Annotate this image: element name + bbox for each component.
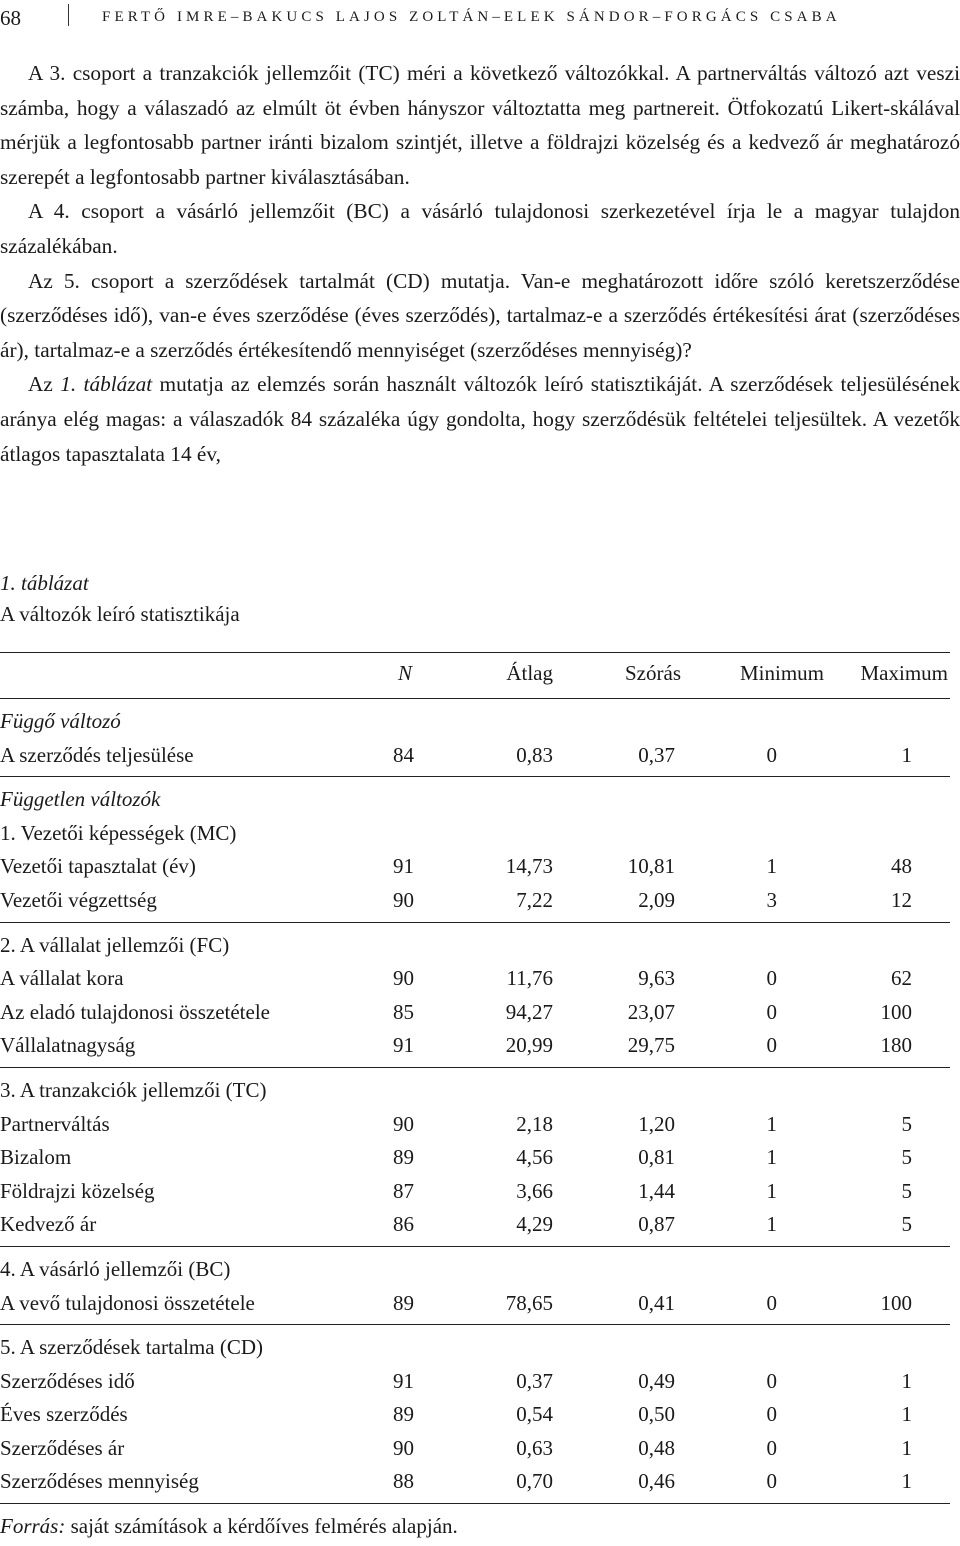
cell-mean: 0,54: [516, 1402, 553, 1427]
table-section-heading: Független változók: [0, 787, 161, 812]
table-header-row: [0, 652, 950, 694]
table-row: [0, 1141, 950, 1175]
header-min: Minimum: [739, 661, 824, 685]
cell-min: 1: [766, 1178, 777, 1203]
cell-sd: 2,09: [638, 887, 675, 912]
cell-min: 0: [766, 1435, 777, 1460]
table-section-heading: 1. Vezetői képességek (MC): [0, 820, 237, 845]
cell-min: 0: [766, 966, 777, 991]
table-row: [0, 1029, 950, 1063]
table-divider: [0, 694, 950, 705]
table-row: [0, 1365, 950, 1399]
cell-sd: 0,87: [638, 1212, 675, 1237]
table-section-heading: 3. A tranzakciók jellemzői (TC): [0, 1077, 267, 1102]
cell-max: 48: [891, 854, 912, 879]
table-reference: 1. táblázat: [60, 372, 153, 397]
header-mean: Átlag: [506, 661, 553, 685]
row-label: Vállalatnagyság: [0, 1033, 136, 1058]
cell-sd: 23,07: [627, 999, 675, 1024]
cell-mean: 14,73: [505, 854, 553, 879]
table-section-heading: Függő változó: [0, 709, 121, 733]
cell-mean: 0,83: [516, 742, 553, 767]
cell-n: 89: [393, 1145, 414, 1170]
cell-max: 5: [901, 1212, 912, 1237]
table-row: [0, 1465, 950, 1499]
table-divider: [0, 1242, 950, 1253]
cell-sd: 10,81: [627, 854, 675, 879]
cell-mean: 94,27: [505, 999, 553, 1024]
cell-min: 0: [766, 1469, 777, 1494]
cell-min: 0: [766, 1033, 777, 1058]
table-divider: [0, 772, 950, 783]
table-row: [0, 739, 950, 773]
table-divider: [0, 1063, 950, 1074]
cell-n: 90: [393, 966, 414, 991]
cell-sd: 0,48: [638, 1435, 675, 1460]
table-row: [0, 850, 950, 884]
table-row: [0, 1175, 950, 1209]
cell-n: 84: [393, 742, 414, 767]
cell-max: 1: [901, 1402, 912, 1427]
cell-mean: 11,76: [506, 966, 553, 991]
cell-max: 5: [901, 1111, 912, 1136]
table-section-heading: 5. A szerződések tartalma (CD): [0, 1335, 263, 1360]
table-section-heading: 2. A vállalat jellemzői (FC): [0, 932, 230, 957]
table-row: [0, 1208, 950, 1242]
row-label: Kedvező ár: [0, 1212, 97, 1237]
cell-sd: 0,41: [638, 1290, 675, 1315]
paragraph: Az 5. csoport a szerződések tartalmát (CD) mutatja. Van-e meghatározott időre szóló keretszerződése (szerződéses idő), van-e éves szerződése (éves szerződés), tartalmaz-e a szerződés értékesítési árat (szerződéses ár), tartalmaz-e a szerződés értékesítendő mennyiséget (szerződéses mennyiség)?: [0, 268, 960, 362]
cell-mean: 2,18: [516, 1111, 553, 1136]
cell-min: 1: [766, 1212, 777, 1237]
row-label: Szerződéses mennyiség: [0, 1469, 199, 1494]
cell-mean: 0,70: [516, 1469, 553, 1494]
cell-n: 85: [393, 999, 414, 1024]
cell-sd: 0,49: [638, 1368, 675, 1393]
cell-sd: 9,63: [638, 966, 675, 991]
header-n: N: [397, 661, 412, 685]
cell-mean: 78,65: [505, 1290, 553, 1315]
cell-sd: 0,46: [638, 1469, 675, 1494]
cell-min: 1: [766, 1111, 777, 1136]
cell-min: 1: [766, 1145, 777, 1170]
cell-min: 0: [766, 1290, 777, 1315]
cell-n: 86: [393, 1212, 414, 1237]
paragraph-prefix: Az: [28, 372, 61, 397]
cell-n: 90: [393, 1111, 414, 1136]
header-sd: Szórás: [625, 661, 681, 685]
cell-mean: 4,56: [516, 1145, 553, 1170]
row-label: Az eladó tulajdonosi összetétele: [0, 999, 270, 1024]
cell-sd: 0,50: [638, 1402, 675, 1427]
table-row: [0, 1287, 950, 1321]
table-section-heading: 4. A vásárló jellemzői (BC): [0, 1256, 231, 1281]
paragraph-suffix: mutatja az elemzés során használt változók leíró statisztikáját. A szerződések teljesülésének aránya elég magas: a válaszadók 84 százaléka úgy gondolta, hogy szerződésük feltételei teljesültek. A vezetők átlagos tapasztalata 14 év,: [0, 372, 960, 466]
table-row: [0, 1108, 950, 1142]
cell-max: 12: [891, 887, 912, 912]
cell-n: 88: [393, 1469, 414, 1494]
cell-min: 0: [766, 1402, 777, 1427]
row-label: A vevő tulajdonosi összetétele: [0, 1290, 255, 1315]
table-row: [0, 1398, 950, 1432]
row-label: Szerződéses idő: [0, 1368, 135, 1393]
cell-min: 0: [766, 1368, 777, 1393]
cell-max: 5: [901, 1178, 912, 1203]
cell-max: 180: [880, 1033, 912, 1058]
cell-min: 3: [766, 887, 777, 912]
table-row: [0, 884, 950, 918]
cell-n: 90: [393, 1435, 414, 1460]
cell-n: 87: [393, 1178, 414, 1203]
body-text: [0, 56, 960, 471]
source-text: saját számítások a kérdőíves felmérés alapján.: [65, 1514, 458, 1538]
cell-n: 91: [393, 1368, 414, 1393]
cell-max: 1: [901, 1368, 912, 1393]
header-divider: [68, 4, 69, 26]
page-header: [0, 0, 960, 40]
cell-max: 62: [891, 966, 912, 991]
cell-n: 90: [393, 887, 414, 912]
table-row: [0, 962, 950, 996]
row-label: Szerződéses ár: [0, 1435, 125, 1460]
cell-mean: 0,63: [516, 1435, 553, 1460]
running-head: FERTŐ IMRE–BAKUCS LAJOS ZOLTÁN–ELEK SÁNDOR–FORGÁCS CSABA: [102, 9, 841, 25]
cell-n: 89: [393, 1402, 414, 1427]
table-row: [0, 996, 950, 1030]
table-divider: [0, 918, 950, 929]
row-label: Éves szerződés: [0, 1402, 128, 1427]
table-caption-title: A változók leíró statisztikája: [0, 602, 240, 626]
cell-mean: 0,37: [516, 1368, 553, 1393]
cell-min: 0: [766, 742, 777, 767]
cell-sd: 1,20: [638, 1111, 675, 1136]
cell-min: 1: [766, 854, 777, 879]
source-label: Forrás:: [0, 1514, 66, 1538]
header-max: Maximum: [860, 661, 948, 685]
cell-n: 89: [393, 1290, 414, 1315]
cell-sd: 0,81: [638, 1145, 675, 1170]
cell-n: 91: [393, 1033, 414, 1058]
cell-mean: 7,22: [516, 887, 553, 912]
cell-max: 100: [880, 1290, 912, 1315]
cell-sd: 1,44: [638, 1178, 675, 1203]
cell-max: 1: [901, 742, 912, 767]
cell-mean: 4,29: [516, 1212, 553, 1237]
paragraph: A 4. csoport a vásárló jellemzőit (BC) a vásárló tulajdonosi szerkezetével írja le a magyar tulajdon százalékában.: [0, 199, 960, 258]
cell-max: 1: [901, 1435, 912, 1460]
cell-max: 5: [901, 1145, 912, 1170]
statistics-table: [0, 652, 950, 1510]
cell-min: 0: [766, 999, 777, 1024]
table-bottom-rule: [0, 1499, 950, 1510]
cell-max: 1: [901, 1469, 912, 1494]
row-label: Földrajzi közelség: [0, 1178, 155, 1203]
row-label: A szerződés teljesülése: [0, 742, 194, 767]
cell-max: 100: [880, 999, 912, 1024]
cell-mean: 20,99: [505, 1033, 553, 1058]
row-label: Partnerváltás: [0, 1111, 110, 1136]
row-label: Bizalom: [0, 1145, 72, 1170]
row-label: Vezetői tapasztalat (év): [0, 854, 196, 879]
table-body: [0, 705, 950, 1510]
table-source-note: [0, 1514, 458, 1539]
cell-sd: 0,37: [638, 742, 675, 767]
table-divider: [0, 1320, 950, 1331]
paragraph: A 3. csoport a tranzakciók jellemzőit (TC) méri a következő változókkal. A partnerváltás változó azt veszi számba, hogy a válaszadó az elmúlt öt évben hányszor változtatta meg partnereit. Ötfokozatú Likert-skálával mérjük a legfontosabb partner iránti bizalom szintjét, illetve a földrajzi közelség és a kedvező ár meghatározó szerepét a legfontosabb partner kiválasztásában.: [0, 61, 960, 189]
page-number: 68: [0, 6, 21, 30]
cell-sd: 29,75: [627, 1033, 675, 1058]
row-label: A vállalat kora: [0, 966, 124, 991]
row-label: Vezetői végzettség: [0, 887, 157, 912]
table-row: [0, 1432, 950, 1466]
paragraph-table-reference: [0, 367, 960, 471]
table-caption-number: 1. táblázat: [0, 571, 89, 595]
cell-mean: 3,66: [516, 1178, 553, 1203]
cell-n: 91: [393, 854, 414, 879]
